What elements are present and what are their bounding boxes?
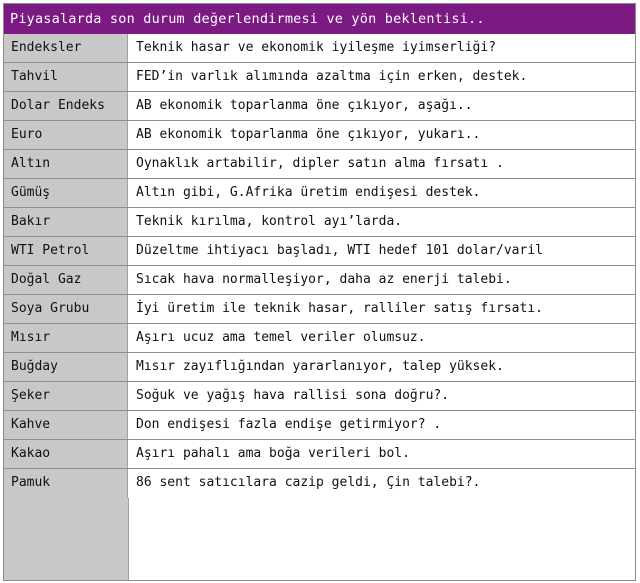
market-outlook: İyi üretim ile teknik hasar, ralliler satış fırsatı. [128, 295, 635, 323]
market-name: Dolar Endeks [4, 92, 128, 120]
market-outlook: Mısır zayıflığından yararlanıyor, talep yüksek. [128, 353, 635, 381]
market-name: Pamuk [4, 469, 128, 498]
market-name: Tahvil [4, 63, 128, 91]
table-row [4, 469, 635, 498]
market-outlook: Teknik kırılma, kontrol ayı’larda. [128, 208, 635, 236]
table-row [4, 92, 635, 121]
market-name: Kakao [4, 440, 128, 468]
table-title: Piyasalarda son durum değerlendirmesi ve yön beklentisi.. [4, 4, 635, 34]
table-rows [4, 34, 635, 498]
market-name: WTI Petrol [4, 237, 128, 265]
table-row [4, 179, 635, 208]
table-row [4, 34, 635, 63]
market-outlook-table [3, 3, 636, 581]
market-name: Euro [4, 121, 128, 149]
market-outlook: Altın gibi, G.Afrika üretim endişesi destek. [128, 179, 635, 207]
market-outlook: Sıcak hava normalleşiyor, daha az enerji talebi. [128, 266, 635, 294]
market-name: Gümüş [4, 179, 128, 207]
market-outlook: Oynaklık artabilir, dipler satın alma fırsatı . [128, 150, 635, 178]
market-name: Mısır [4, 324, 128, 352]
market-name: Bakır [4, 208, 128, 236]
table-row [4, 353, 635, 382]
market-outlook: Aşırı pahalı ama boğa verileri bol. [128, 440, 635, 468]
market-outlook: Teknik hasar ve ekonomik iyileşme iyimserliği? [128, 34, 635, 62]
table-row [4, 440, 635, 469]
market-outlook: AB ekonomik toparlanma öne çıkıyor, yukarı.. [128, 121, 635, 149]
market-name: Kahve [4, 411, 128, 439]
market-name: Şeker [4, 382, 128, 410]
table-row [4, 237, 635, 266]
table-row [4, 324, 635, 353]
market-outlook: Aşırı ucuz ama temel veriler olumsuz. [128, 324, 635, 352]
market-outlook: Soğuk ve yağış hava rallisi sona doğru?. [128, 382, 635, 410]
table-row [4, 150, 635, 179]
market-outlook: Don endişesi fazla endişe getirmiyor? . [128, 411, 635, 439]
market-name: Altın [4, 150, 128, 178]
market-outlook: Düzeltme ihtiyacı başladı, WTI hedef 101 dolar/varil [128, 237, 635, 265]
table-row [4, 208, 635, 237]
table-row [4, 295, 635, 324]
market-name: Doğal Gaz [4, 266, 128, 294]
market-name: Soya Grubu [4, 295, 128, 323]
market-name: Endeksler [4, 34, 128, 62]
table-row [4, 121, 635, 150]
table-row [4, 266, 635, 295]
table-row [4, 382, 635, 411]
table-row [4, 63, 635, 92]
market-outlook: 86 sent satıcılara cazip geldi, Çin talebi?. [128, 469, 635, 498]
market-outlook: FED’in varlık alımında azaltma için erken, destek. [128, 63, 635, 91]
market-outlook: AB ekonomik toparlanma öne çıkıyor, aşağı.. [128, 92, 635, 120]
table-row [4, 411, 635, 440]
market-name: Buğday [4, 353, 128, 381]
